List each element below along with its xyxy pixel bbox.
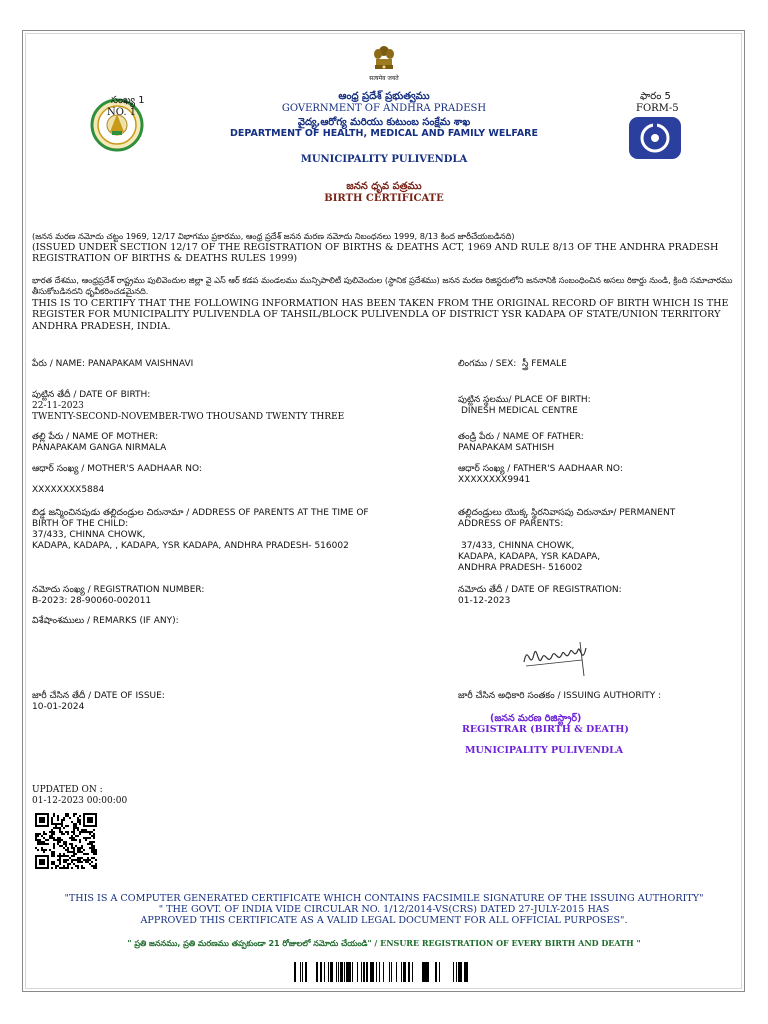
certify-statement-te: భారత దేశము, ఆంధ్రప్రదేశ్ రాష్ట్రము పులివెందుల జిల్లా వై ఎస్ ఆర్ కడప మండలము మున్సిపాలిటీ పులివెందుల (స్థానిక ప్రదేశము) జనన మరణ రిజిస్టరులోని జననానికి సంబంధించిన అసలు రికార్డు నుండి, క్రింది సమాచారము తీసుకోబడినదని ధృవీకరించడమైనది.	[32, 275, 733, 296]
father-name-label: తండ్రి పేరు / NAME OF FATHER:	[458, 432, 584, 442]
certificate-number-te: సంఖ్య 1	[111, 95, 145, 106]
date-of-birth-field	[32, 390, 344, 423]
father-aadhaar-field	[458, 464, 623, 486]
permanent-address-field	[458, 508, 675, 574]
date-of-birth-label: పుట్టిన తేదీ / DATE OF BIRTH:	[32, 390, 151, 400]
registrar-title: REGISTRAR (BIRTH & DEATH)	[462, 724, 629, 735]
issued-under-te: (జనన మరణ నమోదు చట్టం 1969, 12/17 విభాగము ప్రకారము, ఆంధ్ర ప్రదేశ్ జనన మరణ నమోదు నిబంధనలు 1999, 8/13 కింద జారీచేయబడినది)	[32, 231, 515, 241]
issue-date-field	[32, 691, 165, 713]
father-aadhaar-value: XXXXXXXX9941	[458, 475, 531, 485]
address-at-birth-label-2: BIRTH OF THE CHILD:	[32, 519, 129, 529]
footer-statement-1: "THIS IS A COMPUTER GENERATED CERTIFICATE WHICH CONTAINS FACSIMILE SIGNATURE OF THE ISSUING AUTHORITY"	[64, 893, 704, 904]
mother-aadhaar-value: XXXXXXXX5884	[32, 485, 105, 495]
place-of-birth-label: పుట్టిన స్థలము/ PLACE OF BIRTH:	[458, 395, 591, 405]
certificate-title: BIRTH CERTIFICATE	[324, 193, 444, 204]
father-aadhaar-label: ఆధార్ సంఖ్య / FATHER'S AADHAAR NO:	[458, 464, 623, 474]
registration-number-label: నమోదు సంఖ్య / REGISTRATION NUMBER:	[32, 585, 205, 595]
form-number: FORM-5	[636, 103, 679, 114]
mother-aadhaar-label: ఆధార్ సంఖ్య / MOTHER'S AADHAAR NO:	[32, 464, 202, 474]
mother-name-label: తల్లి పేరు / NAME OF MOTHER:	[32, 432, 159, 442]
issue-date-value: 10-01-2024	[32, 702, 85, 712]
government-title-te: ఆంధ్ర ప్రదేశ్ ప్రభుత్వము	[338, 91, 430, 102]
registration-slogan	[0, 938, 768, 949]
department-title: DEPARTMENT OF HEALTH, MEDICAL AND FAMILY WELFARE	[230, 128, 538, 139]
updated-on-value: 01-12-2023 00:00:00	[32, 796, 128, 806]
issuing-authority-label: జారీ చేసిన అధికారి సంతకం / ISSUING AUTHORITY :	[458, 691, 662, 701]
mother-name-value: PANAPAKAM GANGA NIRMALA	[32, 443, 167, 453]
registrar-office: MUNICIPALITY PULIVENDLA	[465, 745, 624, 756]
updated-on-field	[32, 785, 127, 807]
emblem-motto: सत्यमेव जयते	[369, 75, 399, 82]
father-name-value: PANAPAKAM SATHISH	[458, 443, 555, 453]
place-of-birth-value: DINESH MEDICAL CENTRE	[461, 406, 578, 416]
place-of-birth-field	[458, 395, 591, 417]
remarks-label: విశేషాంశములు / REMARKS (IF ANY):	[32, 616, 179, 626]
footer-statement-2: " THE GOVT. OF INDIA VIDE CIRCULAR NO. 1/12/2014-VS(CRS) DATED 27-JULY-2015 HAS	[158, 904, 610, 915]
footer-statement-3: APPROVED THIS CERTIFICATE AS A VALID LEGAL DOCUMENT FOR ALL OFFICIAL PURPOSES".	[140, 915, 628, 926]
issue-date-label: జారీ చేసిన తేదీ / DATE OF ISSUE:	[32, 691, 165, 701]
registration-number-field	[32, 585, 204, 607]
permanent-address-label: తల్లిదండ్రులు యొక్క స్థిరనివాసపు చిరునామా/ PERMANENT	[458, 508, 676, 518]
sex-label: లింగము / SEX:	[458, 359, 517, 369]
date-of-birth-value: 22-11-2023	[32, 401, 84, 411]
mother-aadhaar-field	[32, 464, 202, 496]
registration-slogan-en: ENSURE REGISTRATION OF EVERY BIRTH AND DEATH "	[380, 938, 641, 948]
address-at-birth-field	[32, 508, 369, 552]
address-at-birth-line-1: 37/433, CHINNA CHOWK,	[32, 530, 146, 540]
certificate-title-te: జనన ధృవ పత్రము	[346, 181, 422, 192]
registration-date-field	[458, 585, 622, 607]
barcode-icon	[294, 962, 476, 982]
certificate-number: NO. 1	[107, 107, 137, 118]
registration-slogan-te: " ప్రతి జననము, ప్రతి మరణము తప్పకుండా 21 రోజులలో నమోదు చేయండి" /	[127, 939, 378, 948]
remarks-field	[32, 616, 179, 627]
name-field	[32, 359, 193, 370]
name-label: పేరు / NAME:	[32, 359, 85, 369]
permanent-address-line-3: ANDHRA PRADESH- 516002	[458, 563, 583, 573]
registrar-title-te: (జనన మరణ రిజిస్ట్రార్)	[490, 713, 582, 724]
father-name-field	[458, 432, 584, 454]
name-value: PANAPAKAM VAISHNAVI	[87, 359, 194, 369]
signature-icon	[520, 632, 592, 680]
department-title-te: వైద్య,ఆరోగ్య మరియు కుటుంబ సంక్షేమ శాఖ	[297, 117, 471, 128]
date-of-birth-words: TWENTY-SECOND-NOVEMBER-TWO THOUSAND TWENTY THREE	[32, 412, 345, 422]
registration-date-label: నమోదు తేదీ / DATE OF REGISTRATION:	[458, 585, 622, 595]
municipality-title: MUNICIPALITY PULIVENDLA	[300, 154, 468, 165]
updated-on-label: UPDATED ON :	[32, 785, 103, 795]
permanent-address-line-1: 37/433, CHINNA CHOWK,	[461, 541, 575, 551]
mother-name-field	[32, 432, 166, 454]
permanent-address-line-2: KADAPA, KADAPA, YSR KADAPA,	[458, 552, 601, 562]
registration-date-value: 01-12-2023	[458, 596, 511, 606]
sex-field	[458, 359, 567, 370]
ashoka-emblem-icon	[371, 44, 397, 74]
form-number-te: ఫారం 5	[640, 91, 671, 102]
government-title: GOVERNMENT OF ANDHRA PRADESH	[281, 103, 487, 114]
address-at-birth-line-2: KADAPA, KADAPA, , KADAPA, YSR KADAPA, ANDHRA PRADESH- 516002	[32, 541, 349, 551]
certify-statement: THIS IS TO CERTIFY THAT THE FOLLOWING INFORMATION HAS BEEN TAKEN FROM THE ORIGINAL RECORD OF BIRTH WHICH IS THE REGISTER FOR MUNICIPALITY PULIVENDLA OF TAHSIL/BLOCK PULIVENDLA OF DISTRICT YSR KADAPA OF STATE/UNION TERRITORY ANDHRA PRADESH, INDIA.	[32, 298, 729, 332]
qr-code-icon	[35, 813, 97, 869]
sex-value: FEMALE	[531, 359, 567, 369]
address-at-birth-label: బిడ్డ జన్మించినపుడు తల్లిదండ్రుల చిరునామా / ADDRESS OF PARENTS AT THE TIME OF	[32, 508, 369, 518]
issued-under: (ISSUED UNDER SECTION 12/17 OF THE REGISTRATION OF BIRTHS & DEATHS ACT, 1969 AND RULE 8/13 OF THE ANDHRA PRADESH REGISTRATION OF BIRTHS & DEATHS RULES 1999)	[32, 242, 719, 265]
permanent-address-label-2: ADDRESS OF PARENTS:	[458, 519, 564, 529]
sex-value-te: స్త్రీ	[522, 359, 529, 369]
registration-number-value: B-2023: 28-90060-002011	[32, 596, 152, 606]
